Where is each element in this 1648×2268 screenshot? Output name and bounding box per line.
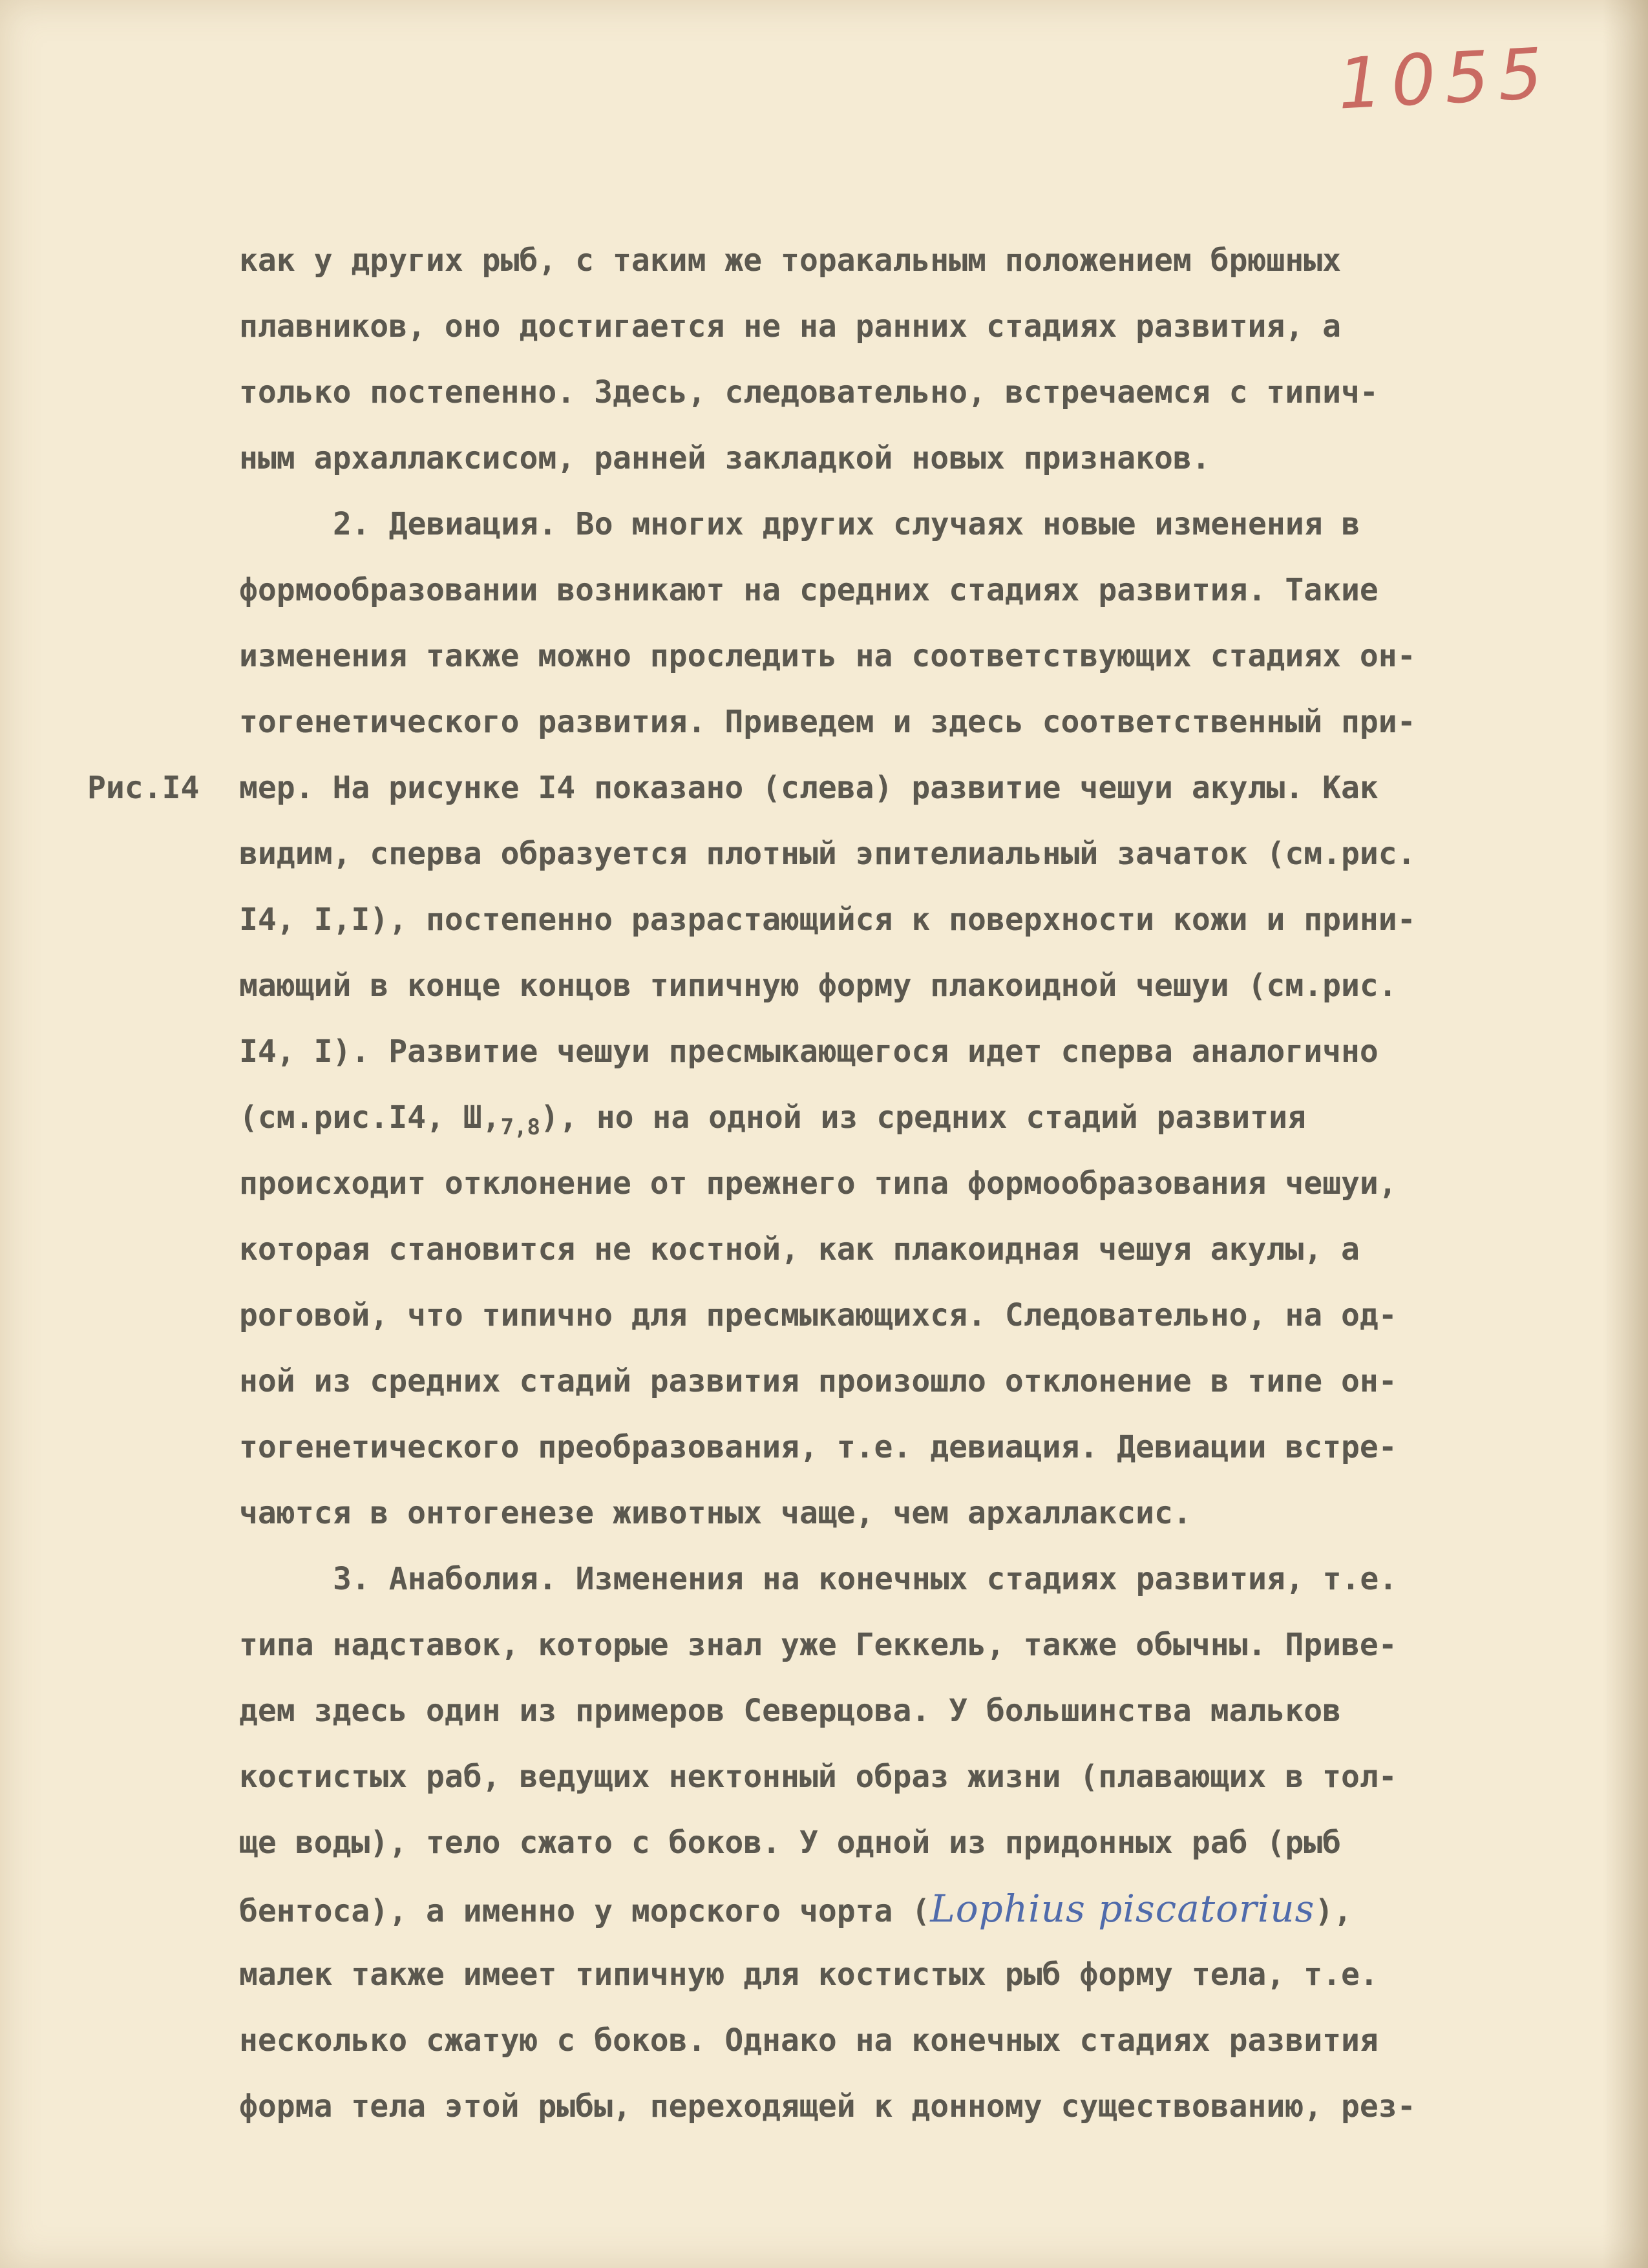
text-line-content: мер. На рисунке I4 показано (слева) развитие чешуи акулы. Как: [239, 770, 1379, 806]
text-line: типа надставок, которые знал уже Геккель, также обычны. Приве-: [239, 1627, 1397, 1663]
text-line: I4, I,I), постепенно разрастающийся к поверхности кожи и прини-: [239, 902, 1416, 938]
text-line-part: (см.рис.I4, Ш,: [239, 1099, 501, 1136]
text-line-part: ), но на одной из средних стадий развития: [540, 1099, 1306, 1136]
text-line: несколько сжатую с боков. Однако на конечных стадиях развития: [239, 2022, 1379, 2059]
text-line: костистых раб, ведущих нектонный образ жизни (плавающих в тол-: [239, 1759, 1397, 1795]
text-line: как у других рыб, с таким же торакальным положением брюшных: [239, 242, 1342, 279]
subscript-8: 8: [527, 1114, 541, 1140]
text-line: которая становится не костной, как плакоидная чешуя акулы, а: [239, 1231, 1360, 1267]
page-number: 1055: [1335, 33, 1554, 125]
text-line: 2. Девиация. Во многих других случаях новые изменения в: [333, 506, 1360, 542]
text-line: дем здесь один из примеров Северцова. У большинства мальков: [239, 1693, 1342, 1729]
text-line: тогенетического преобразования, т.е. девиация. Девиации встре-: [239, 1429, 1397, 1465]
text-line: мающий в конце концов типичную форму плакоидной чешуи (см.рис.: [239, 968, 1397, 1004]
margin-figure-reference: Рис.I4: [87, 770, 200, 806]
subscript-separator: ,: [514, 1114, 527, 1140]
text-line: ным архаллаксисом, ранней закладкой новых признаков.: [239, 440, 1210, 476]
text-line: 3. Анаболия. Изменения на конечных стадиях развития, т.е.: [333, 1561, 1398, 1597]
text-line: роговой, что типично для пресмыкающихся. Следовательно, на од-: [239, 1297, 1397, 1333]
text-line-with-margin-note: [87, 755, 1603, 821]
text-line: формообразовании возникают на средних стадиях развития. Такие: [239, 572, 1379, 608]
text-line-part: бентоса), а именно у морского чорта (: [239, 1893, 931, 1929]
text-line-with-handwriting: [239, 1876, 1603, 1942]
text-line: чаются в онтогенезе животных чаще, чем архаллаксис.: [239, 1495, 1192, 1531]
subscript-7: 7: [500, 1114, 514, 1140]
text-line: I4, I). Развитие чешуи пресмыкающегося идет сперва аналогично: [239, 1033, 1379, 1070]
text-line: ной из средних стадий развития произошло отклонение в типе он-: [239, 1363, 1397, 1399]
text-line: видим, сперва образуется плотный эпителиальный зачаток (см.рис.: [239, 836, 1416, 872]
text-line: ще воды), тело сжато с боков. У одной из придонных раб (рыб: [239, 1825, 1342, 1861]
text-line: плавников, оно достигается не на ранних стадиях развития, а: [239, 308, 1342, 344]
text-line: форма тела этой рыбы, переходящей к донному существованию, рез-: [239, 2088, 1416, 2125]
text-line: тогенетического развития. Приведем и здесь соответственный при-: [239, 704, 1416, 740]
text-line-part: ),: [1315, 1893, 1353, 1929]
paper-edge-shadow: [1603, 0, 1648, 2268]
text-line: только постепенно. Здесь, следовательно, встречаемся с типич-: [239, 374, 1379, 410]
handwritten-species-name: Lophius piscatorius: [930, 1887, 1315, 1931]
text-line: происходит отклонение от прежнего типа формообразования чешуи,: [239, 1165, 1397, 1202]
text-line: изменения также можно проследить на соответствующих стадиях он-: [239, 638, 1416, 674]
text-line: малек также имеет типичную для костистых рыб форму тела, т.е.: [239, 1956, 1379, 1993]
typed-text-body: [87, 228, 1603, 2139]
text-line-with-subscript: [239, 1085, 1603, 1150]
